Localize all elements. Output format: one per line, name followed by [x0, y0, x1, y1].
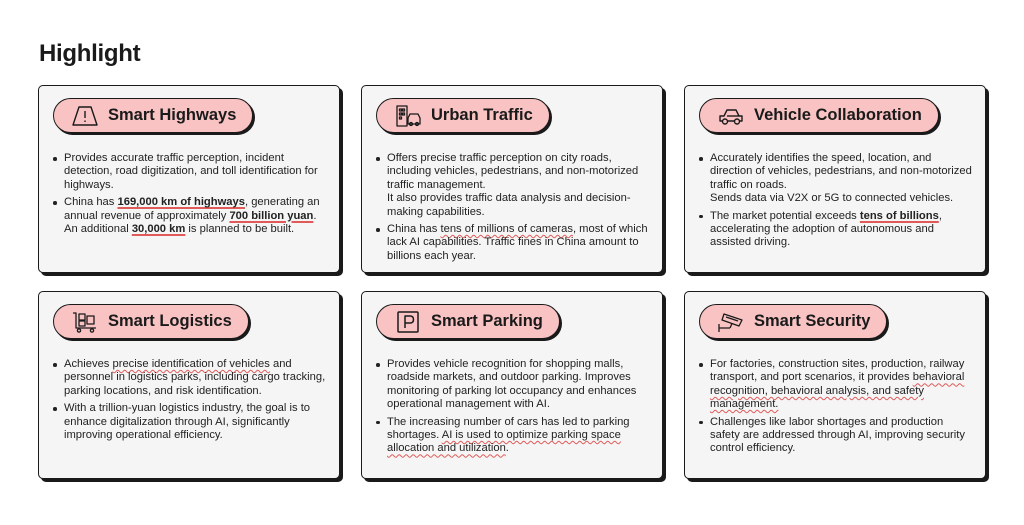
- card-title-pill: [53, 98, 253, 133]
- card-smart-highways: [38, 85, 340, 273]
- bullet-text: . An additional: [64, 209, 317, 236]
- bullet-text: , generating an annual revenue of approximately: [64, 196, 320, 222]
- card-smart-security: [684, 291, 986, 479]
- bullet-point: [699, 152, 973, 206]
- card-title-pill: [53, 304, 249, 339]
- bullet-text: Achieves: [64, 358, 113, 370]
- card-points: [53, 358, 327, 442]
- card-points: [376, 358, 650, 456]
- bullet-text: precise identification of vehicles: [112, 358, 270, 370]
- bullet-text: 169,000 km of highways: [117, 196, 245, 209]
- bullet-text: The increasing number of cars has led to parking shortages.: [387, 415, 630, 442]
- bullet-text: With a trillion-yuan logistics industry, the goal is to enhance digitalization through AI, significantly improving operational efficiency.: [64, 402, 311, 442]
- bullet-text: and personnel in logistics parks, including cargo tracking, parking locations, and risk identification.: [64, 358, 326, 397]
- highlight-grid: [38, 85, 986, 479]
- security-camera-icon: [718, 311, 744, 333]
- bullet-text: Offers precise traffic perception on city roads, including vehicles, pedestrians, and non-motorized traffic management.: [387, 152, 639, 191]
- card-title-pill: [699, 98, 939, 133]
- card-points: [53, 152, 327, 236]
- parking-icon: [395, 311, 421, 333]
- bullet-text: tens of millions of cameras: [440, 223, 573, 236]
- bullet-text: behavioral recognition, behavioral analysis, and safety management.: [710, 371, 965, 411]
- bullet-text: , most of which lack AI capabilities. Traffic fines in China amount to billions each year.: [387, 223, 648, 262]
- bullet-text: Accurately identifies the speed, location, and direction of vehicles, pedestrians, and non-motorized traffic on roads.: [710, 152, 972, 191]
- bullet-point: [699, 358, 973, 412]
- card-points: [376, 152, 650, 263]
- bullet-text: is planned to be built.: [185, 223, 295, 236]
- bullet-text: Provides accurate traffic perception, incident detection, road digitization, and toll identification for highways.: [64, 152, 318, 191]
- card-vehicle-collaboration: [684, 85, 986, 273]
- bullet-point: [376, 358, 650, 412]
- bullet-point: [53, 196, 327, 236]
- card-title-pill: [699, 304, 887, 339]
- card-smart-logistics: [38, 291, 340, 479]
- city-traffic-icon: [395, 105, 421, 127]
- card-title-pill: [376, 98, 550, 133]
- card-title: Smart Highways: [108, 106, 237, 124]
- bullet-text: Sends data via V2X or 5G to connected vehicles.: [710, 192, 954, 205]
- logistics-cart-icon: [72, 311, 98, 333]
- card-points: [699, 152, 973, 250]
- car-icon: [718, 105, 744, 127]
- page-title: Highlight: [39, 40, 141, 67]
- bullet-text: Challenges like labor shortages and production safety are addressed through AI, improving security control efficiency.: [710, 415, 965, 455]
- bullet-text: 30,000 km: [131, 223, 186, 236]
- road-warning-icon: [72, 105, 98, 127]
- bullet-point: [376, 416, 650, 456]
- bullet-point: [699, 210, 973, 250]
- bullet-point: [699, 416, 973, 456]
- card-urban-traffic: [361, 85, 663, 273]
- bullet-text: AI is used to optimize parking space allocation and utilization: [387, 429, 621, 455]
- bullet-text: Provides vehicle recognition for shopping malls, roadside markets, and outdoor parking. Improves monitoring of parking lot occupancy and enhances operational management with AI.: [387, 358, 637, 411]
- card-smart-parking: [361, 291, 663, 479]
- bullet-point: [53, 152, 327, 192]
- bullet-point: [376, 152, 650, 219]
- bullet-point: [376, 223, 650, 263]
- card-title: Urban Traffic: [431, 106, 533, 124]
- bullet-text: 700 billion yuan: [229, 209, 314, 222]
- bullet-text: tens of billions: [859, 209, 939, 222]
- bullet-point: [53, 402, 327, 442]
- bullet-text: The market potential exceeds: [710, 209, 860, 222]
- bullet-text: For factories, construction sites, production, railway transport, and port scenarios, it provides: [710, 358, 965, 384]
- bullet-point: [53, 358, 327, 398]
- card-points: [699, 358, 973, 456]
- card-title: Smart Security: [754, 312, 871, 330]
- bullet-text: China has: [64, 196, 118, 209]
- card-title: Vehicle Collaboration: [754, 106, 922, 124]
- bullet-text: China has: [387, 223, 441, 236]
- card-title-pill: [376, 304, 560, 339]
- card-title: Smart Logistics: [108, 312, 232, 330]
- bullet-text: .: [505, 442, 509, 455]
- bullet-text: , accelerating the adoption of autonomous and assisted driving.: [710, 209, 942, 249]
- card-title: Smart Parking: [431, 312, 543, 330]
- bullet-text: It also provides traffic data analysis and decision-making capabilities.: [387, 192, 631, 218]
